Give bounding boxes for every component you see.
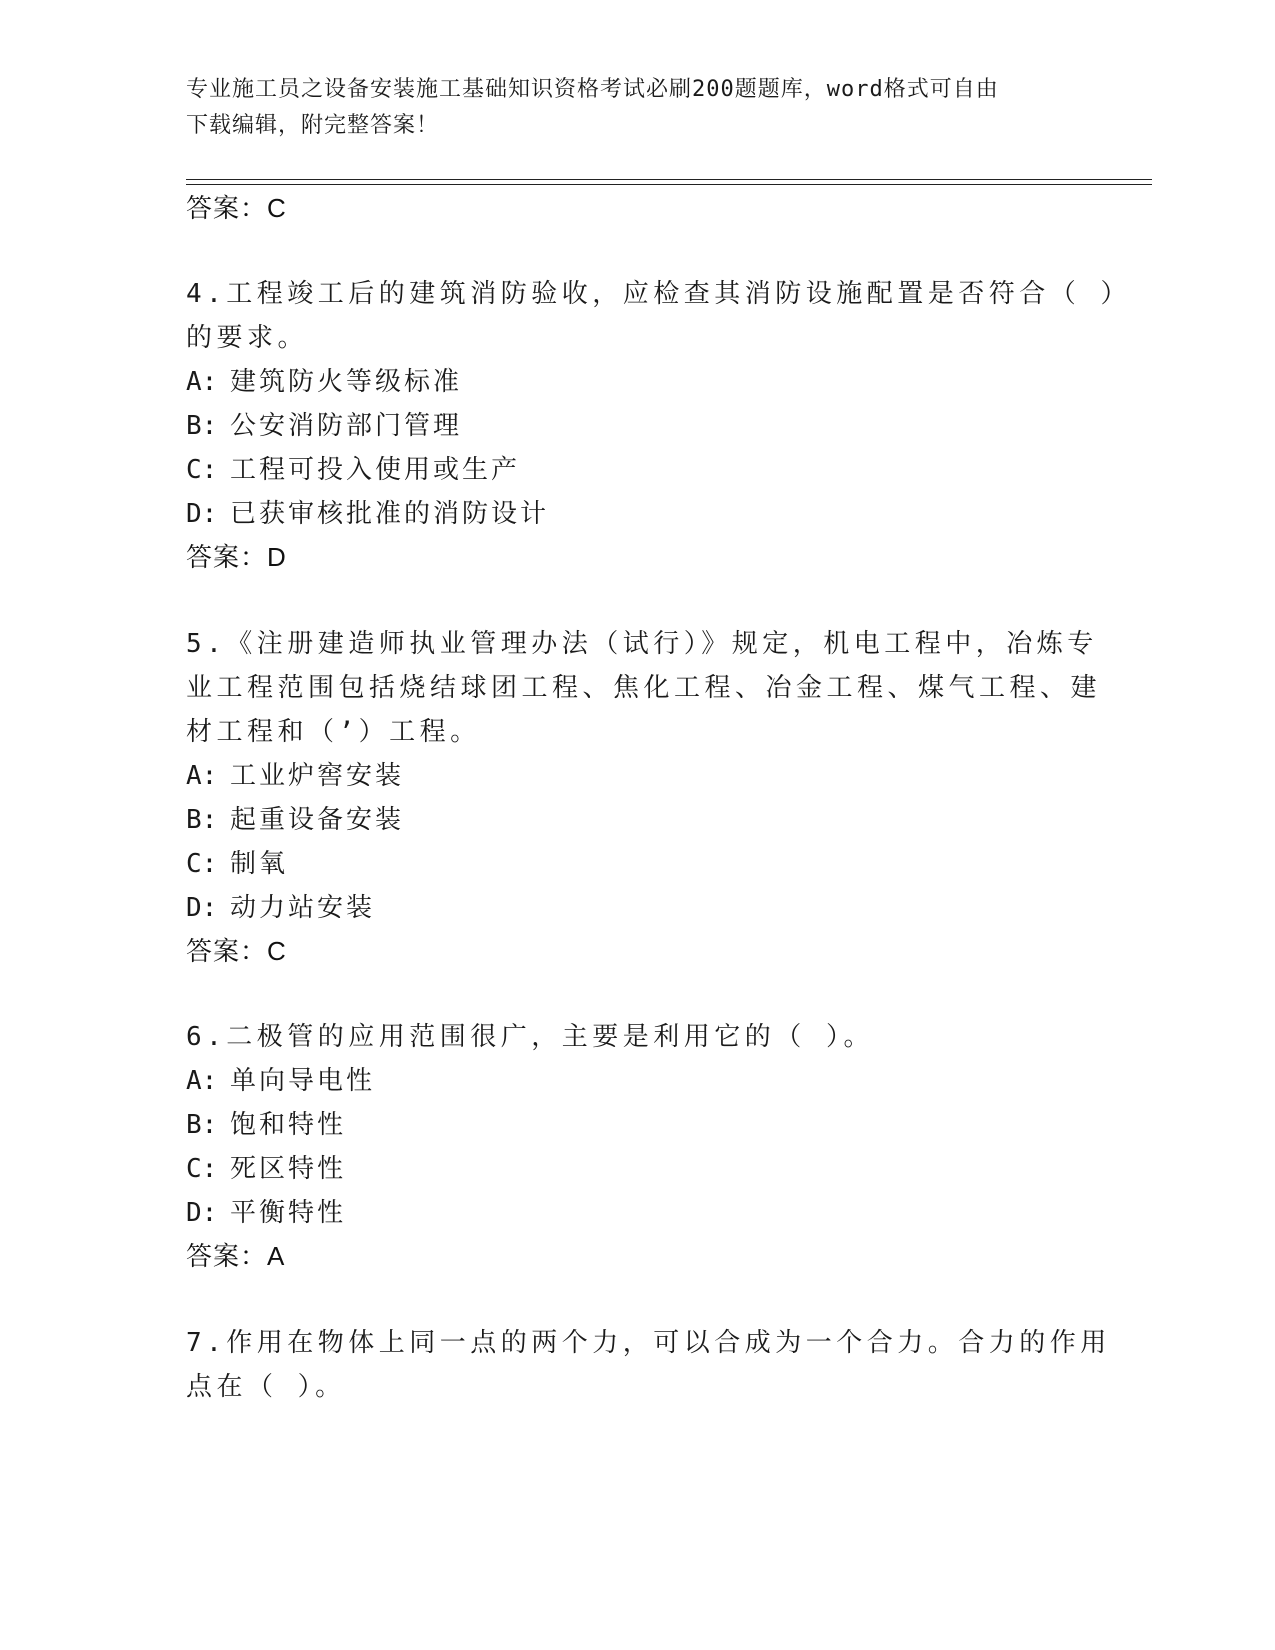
question-5-answer: 答案：C (186, 936, 287, 966)
option-letter: C: (186, 849, 218, 879)
question-6-answer: 答案：A (186, 1241, 286, 1271)
question-5-option-b (186, 799, 404, 836)
header-line-2: 下载编辑，附完整答案！ (186, 113, 440, 138)
question-6-option-d (186, 1192, 346, 1229)
document-header (186, 72, 1066, 144)
option-text: 平衡特性 (230, 1198, 347, 1228)
option-letter: A: (186, 1066, 218, 1096)
option-text: 制氧 (230, 849, 289, 879)
option-letter: C: (186, 455, 218, 485)
option-letter: B: (186, 411, 218, 441)
option-text: 死区特性 (230, 1154, 347, 1184)
question-4-stem-line-1: 4.工程竣工后的建筑消防验收，应检查其消防设施配置是否符合（ ） (186, 279, 1131, 309)
option-letter: B: (186, 805, 218, 835)
option-text: 工业炉窖安装 (230, 761, 405, 791)
option-letter: D: (186, 499, 218, 529)
question-5-stem-line-1: 5.《注册建造师执业管理办法（试行）》规定，机电工程中，冶炼专 (186, 629, 1098, 659)
question-6-option-c (186, 1148, 346, 1185)
option-letter: D: (186, 893, 218, 923)
question-4-answer: 答案：D (186, 542, 287, 572)
option-text: 工程可投入使用或生产 (230, 455, 521, 485)
question-5-option-c (186, 843, 288, 880)
question-6-stem-line-1: 6.二极管的应用范围很广，主要是利用它的（ ）。 (186, 1022, 874, 1052)
question-4-option-d (186, 493, 549, 530)
question-5-option-d (186, 887, 375, 924)
header-divider-top (186, 179, 1152, 180)
question-4-stem-line-2: 的要求。 (186, 323, 309, 353)
option-letter: B: (186, 1110, 218, 1140)
option-letter: D: (186, 1198, 218, 1228)
header-line-1: 专业施工员之设备安装施工基础知识资格考试必刷200题题库，word格式可自由 (186, 77, 999, 102)
header-divider-bottom (186, 184, 1152, 185)
option-text: 公安消防部门管理 (230, 411, 463, 441)
option-letter: C: (186, 1154, 218, 1184)
option-text: 单向导电性 (230, 1066, 376, 1096)
option-text: 已获审核批准的消防设计 (230, 499, 550, 529)
question-7-stem-line-2: 点在（ ）。 (186, 1372, 346, 1402)
question-6-option-b (186, 1104, 346, 1141)
question-6-option-a (186, 1060, 375, 1097)
question-7-stem-line-1: 7.作用在物体上同一点的两个力，可以合成为一个合力。合力的作用 (186, 1328, 1111, 1358)
question-5-option-a (186, 755, 404, 792)
option-text: 建筑防火等级标准 (230, 367, 463, 397)
question-4-option-b (186, 405, 462, 442)
answer-previous: 答案：C (186, 193, 287, 223)
question-5-stem-line-3: 材工程和（’）工程。 (186, 717, 481, 747)
question-4-option-a (186, 361, 462, 398)
question-4-option-c (186, 449, 520, 486)
option-letter: A: (186, 367, 218, 397)
option-text: 动力站安装 (230, 893, 376, 923)
option-text: 起重设备安装 (230, 805, 405, 835)
option-letter: A: (186, 761, 218, 791)
option-text: 饱和特性 (230, 1110, 347, 1140)
question-5-stem-line-2: 业工程范围包括烧结球团工程、焦化工程、冶金工程、煤气工程、建 (186, 673, 1102, 703)
